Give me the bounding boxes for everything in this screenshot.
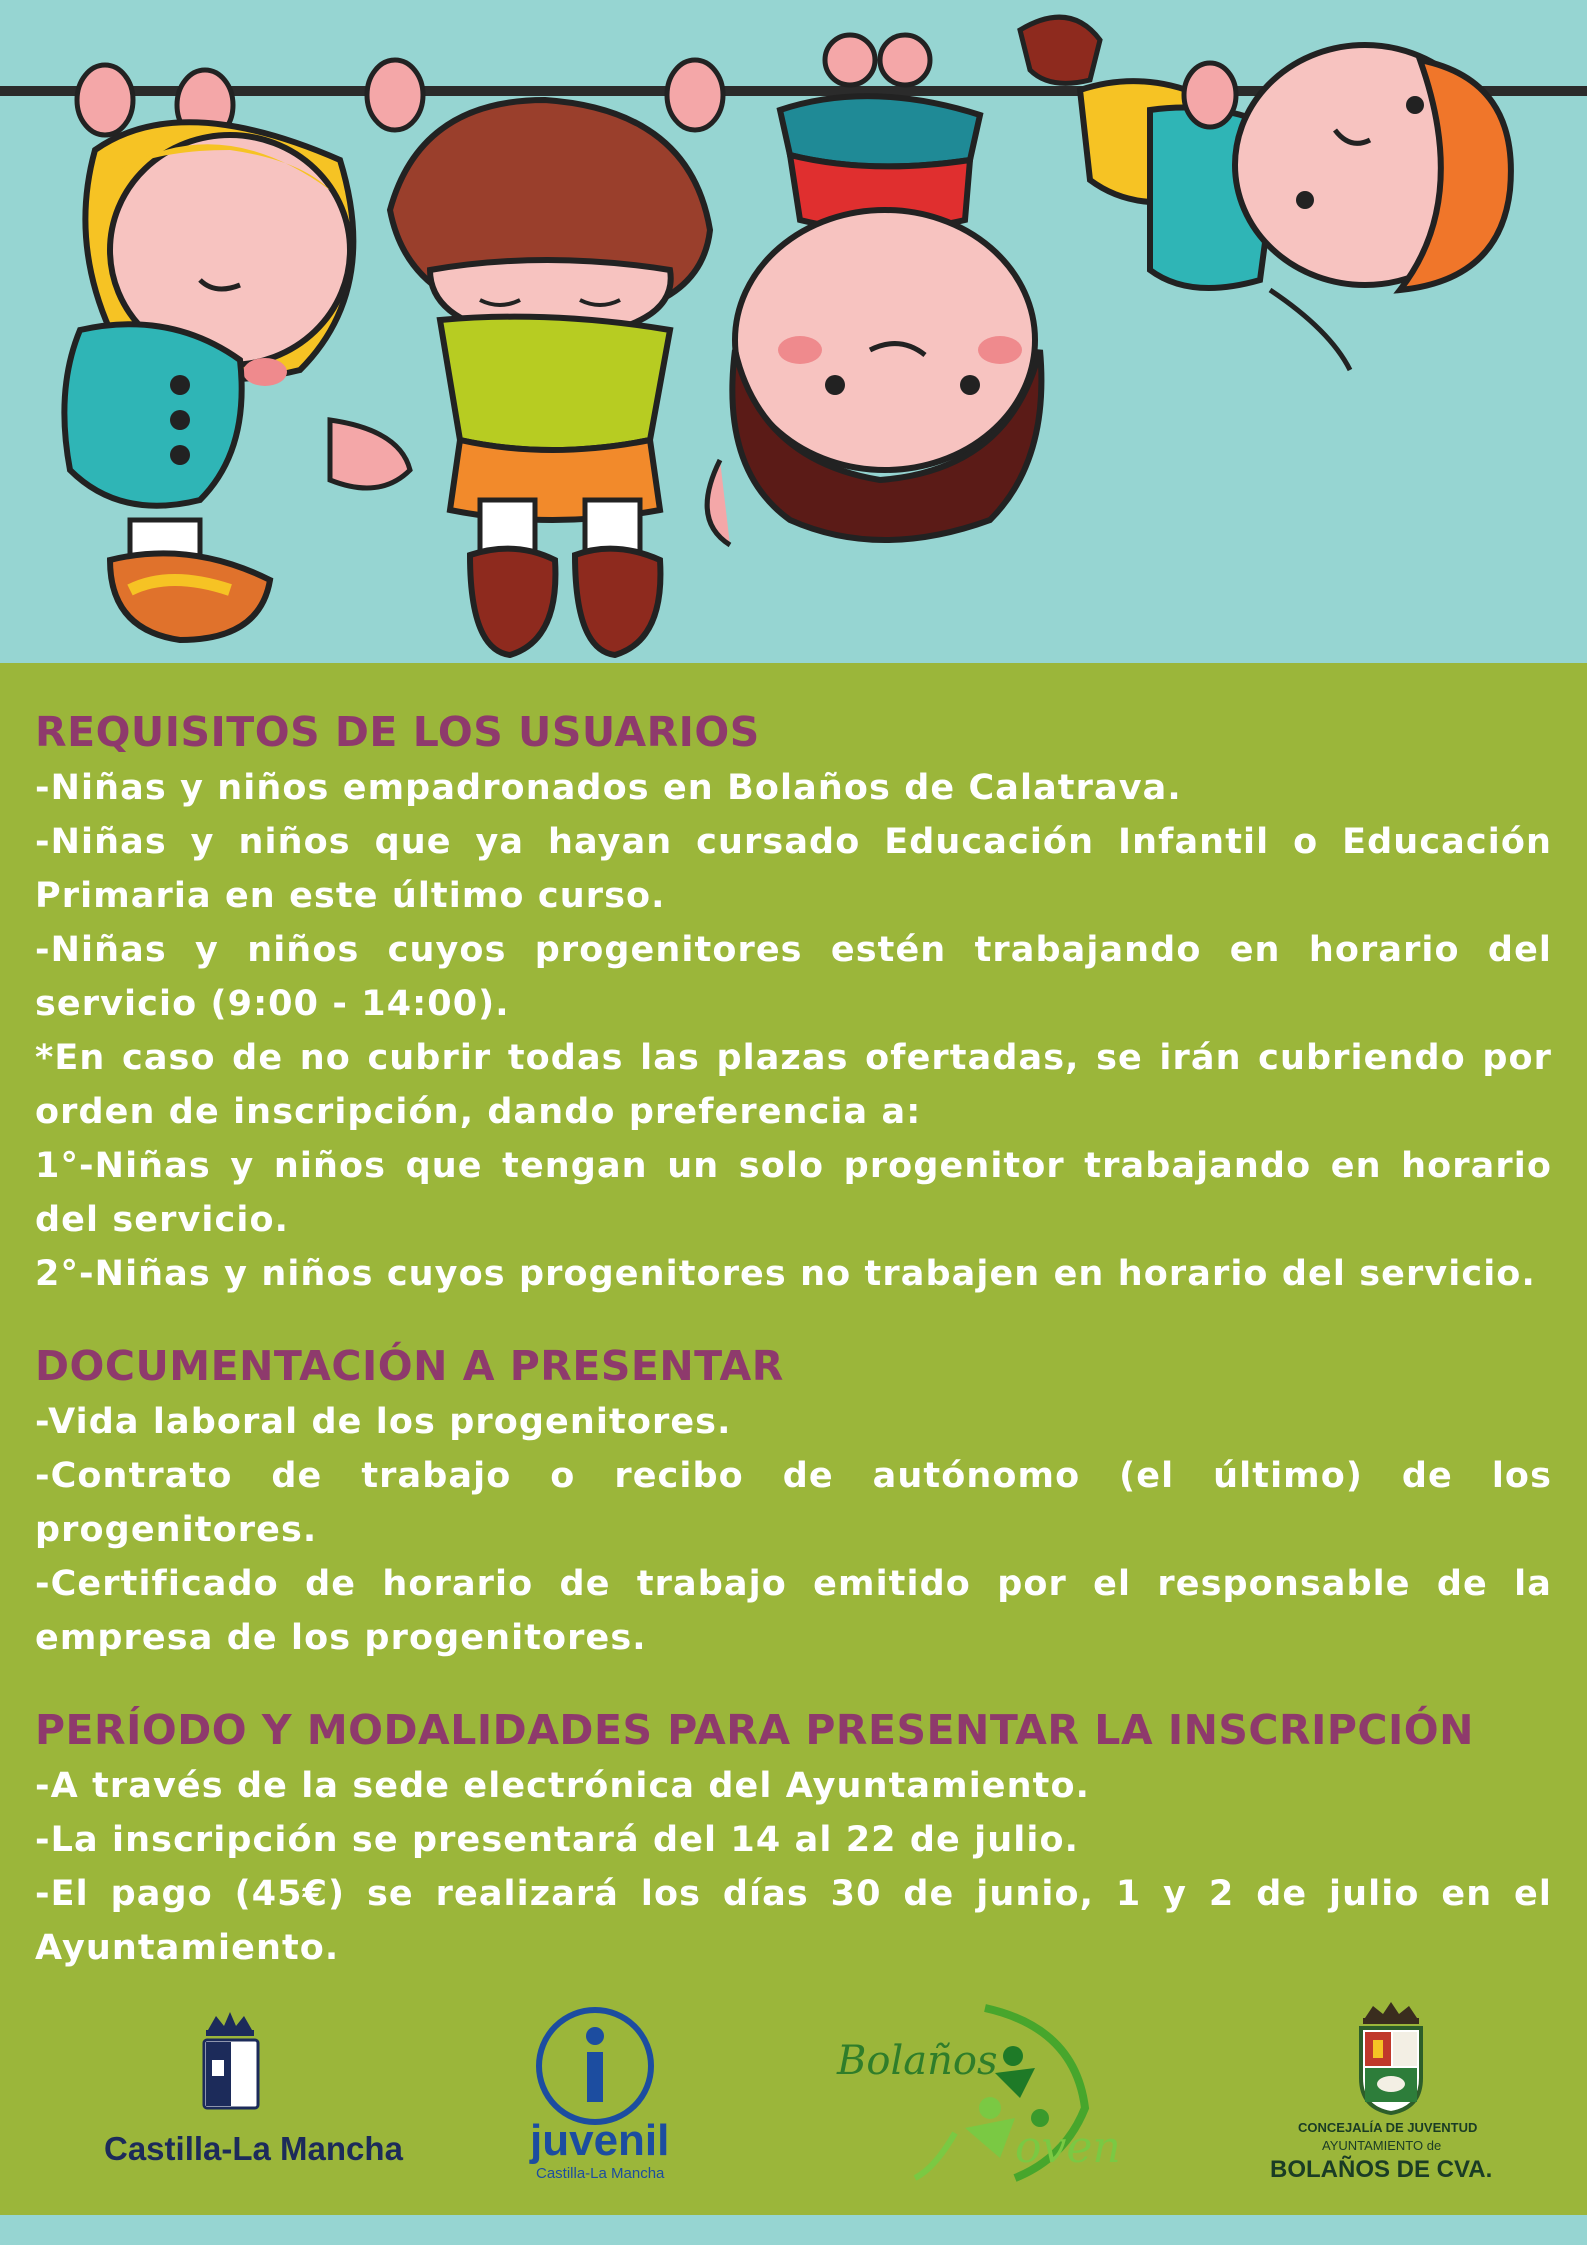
- inscripcion-list: [35, 1759, 1552, 1975]
- juvenil-logo-text: juvenil: [530, 2116, 670, 2165]
- juvenil-logo: [520, 1998, 680, 2198]
- list-item: -Niñas y niños empadronados en Bolaños de Calatrava.: [35, 768, 1182, 808]
- sponsor-logos: [0, 1998, 1587, 2198]
- list-item: -El pago (45€) se realizará los días 30 de junio, 1 y 2 de julio en el Ayuntamiento.: [35, 1874, 1552, 1968]
- kid-orange-hair: [1020, 17, 1511, 370]
- list-item: -La inscripción se presentará del 14 al 22 de julio.: [35, 1820, 1080, 1860]
- kid-upside-down: [707, 35, 1041, 545]
- clm-logo-text: Castilla-La Mancha: [104, 2130, 403, 2167]
- town-crest-icon: [1270, 1998, 1510, 2118]
- castilla-la-mancha-logo: [80, 1998, 403, 2198]
- bolanos-cva-text: BOLAÑOS DE CVA.: [1270, 2156, 1493, 2183]
- section-documentacion: [35, 1337, 1552, 1665]
- section-title-documentacion: DOCUMENTACIÓN A PRESENTAR: [35, 1342, 784, 1390]
- bolanos-joven-logo: [835, 1998, 1135, 2198]
- info-circle-icon: [520, 1998, 680, 2128]
- requisitos-list: [35, 761, 1552, 1301]
- bolanos-logo-word: Bolaños: [837, 2038, 998, 2084]
- list-item: -Niñas y niños que ya hayan cursado Educación Infantil o Educación Primaria en este último curso.: [35, 822, 1552, 916]
- juvenil-logo-subtext: Castilla-La Mancha: [536, 2165, 665, 2182]
- documentacion-list: [35, 1395, 1552, 1665]
- list-item: *En caso de no cubrir todas las plazas ofertadas, se irán cubriendo por orden de inscripción, dando preferencia a:: [35, 1038, 1552, 1132]
- section-title-inscripcion: PERÍODO Y MODALIDADES PARA PRESENTAR LA INSCRIPCIÓN: [35, 1706, 1474, 1754]
- ayuntamiento-text: AYUNTAMIENTO de: [1322, 2138, 1442, 2153]
- hero-illustration: [0, 0, 1587, 663]
- section-title-requisitos: REQUISITOS DE LOS USUARIOS: [35, 708, 760, 756]
- kid-brown-hair-boy: [367, 60, 723, 655]
- kid-blonde-girl: [64, 65, 410, 640]
- kids-hanging-illustration: [0, 0, 1587, 663]
- section-requisitos: [35, 703, 1552, 1301]
- list-item: -Certificado de horario de trabajo emitido por el responsable de la empresa de los progenitores.: [35, 1564, 1552, 1658]
- list-item: -A través de la sede electrónica del Ayuntamiento.: [35, 1766, 1091, 1806]
- list-item: -Vida laboral de los progenitores.: [35, 1402, 732, 1442]
- ayuntamiento-bolanos-logo: [1270, 1998, 1510, 2198]
- concejalia-text: CONCEJALÍA DE JUVENTUD: [1298, 2120, 1478, 2135]
- list-item: -Niñas y niños cuyos progenitores estén trabajando en horario del servicio (9:00 - 14:00).: [35, 930, 1552, 1024]
- section-inscripcion: [35, 1701, 1552, 1975]
- list-item: 2°-Niñas y niños cuyos progenitores no trabajen en horario del servicio.: [35, 1254, 1536, 1294]
- info-panel: [0, 663, 1587, 2215]
- bottom-strip: [0, 2215, 1587, 2245]
- clm-crest-icon: [80, 1998, 380, 2118]
- joven-logo-word: oven: [1015, 2122, 1121, 2173]
- list-item: -Contrato de trabajo o recibo de autónomo (el último) de los progenitores.: [35, 1456, 1552, 1550]
- requirements-content: [35, 703, 1552, 2011]
- list-item: 1°-Niñas y niños que tengan un solo progenitor trabajando en horario del servicio.: [35, 1146, 1552, 1240]
